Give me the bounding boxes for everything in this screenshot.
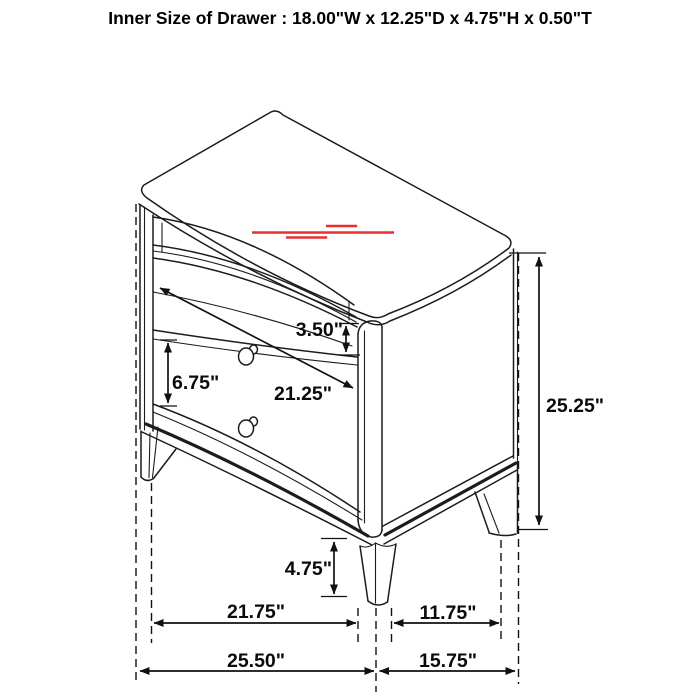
drawer1-knob [239,345,258,365]
page-title: Inner Size of Drawer : 18.00"W x 12.25"D x 4.75"H x 0.50"T [108,8,592,28]
bottom-molding [142,424,517,545]
dim-drawer2-height [168,343,219,403]
dim-side-leg-span-label: 11.75" [419,602,477,624]
dim-total-height-label: 25.25" [546,395,605,417]
dim-front-leg-span [154,601,356,623]
dim-drawer-width-label: 21.25" [273,383,333,405]
dim-leg-height [285,542,334,594]
dim-total-depth-label: 15.75" [418,650,478,672]
front-right-corner-post [358,321,382,537]
dim-total-width [140,650,374,672]
dim-leg-height-label: 4.75" [284,558,332,580]
dim-side-leg-span [394,602,499,624]
cabinet-top-surface [139,111,511,325]
dim-total-height [539,257,604,525]
dim-drawer2-height-label: 6.75" [172,372,220,394]
dim-drawer1-height [296,319,346,352]
right-side-panel [514,249,518,461]
damage-highlight-marks [252,226,394,238]
dim-front-leg-span-label: 21.75" [226,601,286,623]
dim-total-width-label: 25.50" [226,650,286,672]
dim-drawer1-height-label: 3.50" [295,319,343,341]
dim-total-depth [380,650,516,672]
drawer2-knob [239,417,258,437]
front-right-leg [360,543,396,605]
cabinet-left-stile [140,205,153,431]
